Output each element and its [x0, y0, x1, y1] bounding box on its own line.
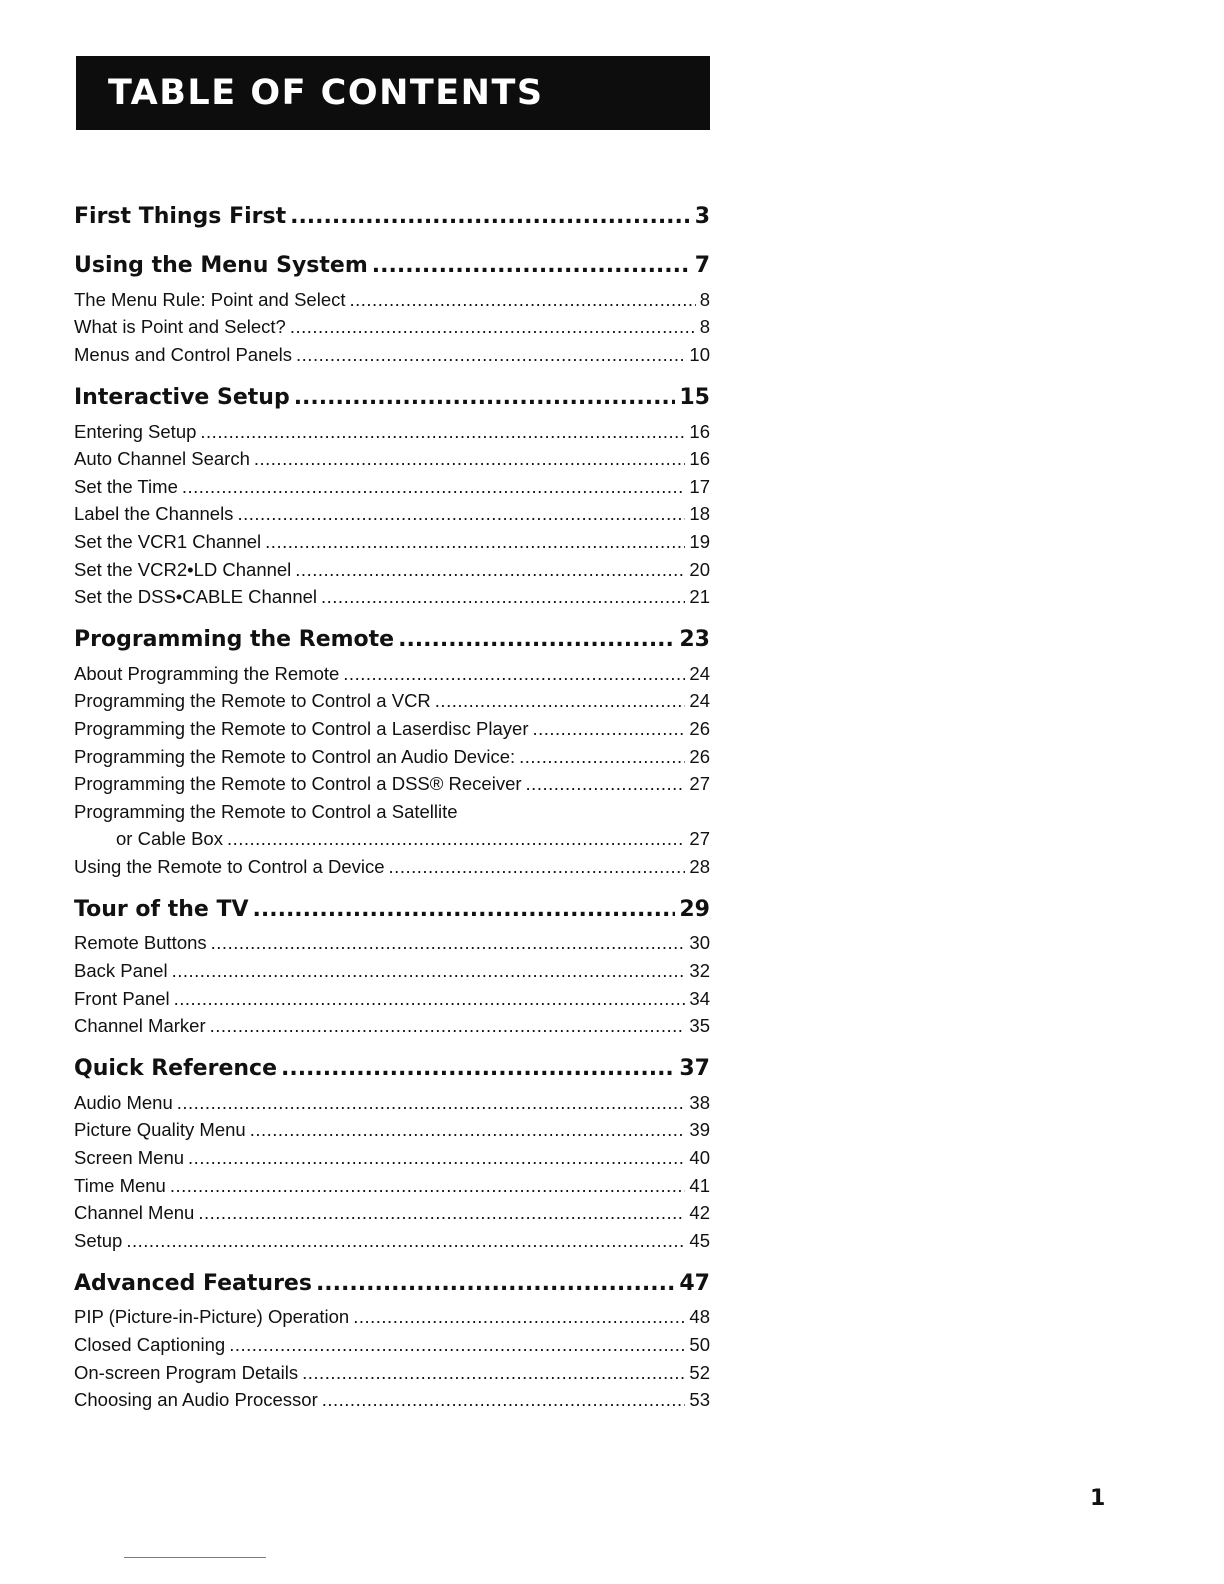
entry-label: Remote Buttons: [74, 932, 207, 954]
entry-page: 34: [689, 987, 710, 1009]
toc-entry-continued: [74, 826, 710, 854]
toc-entry: [74, 341, 710, 369]
dot-leader: [532, 718, 685, 740]
section-page: 3: [694, 204, 710, 229]
toc-entry: [74, 473, 710, 501]
section-page: 15: [679, 384, 710, 410]
toc-entry: [74, 1199, 710, 1227]
dot-leader: [188, 1147, 685, 1169]
section-page: 37: [679, 1056, 710, 1082]
toc-section: [74, 245, 710, 369]
entry-label: Set the Time: [74, 475, 178, 497]
entry-label: About Programming the Remote: [74, 662, 340, 684]
entry-page: 40: [689, 1147, 710, 1169]
entry-page: 10: [689, 343, 710, 365]
entry-label: Screen Menu: [74, 1147, 185, 1169]
dot-leader: [281, 1056, 675, 1081]
toc-section: [74, 377, 710, 611]
entry-label: The Menu Rule: Point and Select: [74, 288, 346, 310]
entry-page: 28: [689, 855, 710, 877]
toc-entry: [74, 1331, 710, 1359]
dot-leader: [435, 690, 686, 712]
section-heading: [74, 196, 710, 237]
dot-leader: [229, 1334, 685, 1356]
entry-page: 16: [689, 448, 710, 470]
dot-leader: [343, 663, 685, 685]
section-title: Using the Menu System: [74, 253, 368, 278]
entry-label: Channel Marker: [74, 1015, 206, 1037]
dot-leader: [265, 531, 685, 553]
toc-entry: [74, 743, 710, 771]
entry-label: PIP (Picture-in-Picture) Operation: [74, 1306, 350, 1328]
entry-page: 24: [689, 662, 710, 684]
entry-label: Programming the Remote to Control a Satellite: [74, 800, 458, 822]
dot-leader: [200, 421, 685, 443]
dot-leader: [210, 1015, 686, 1037]
entry-page: 26: [689, 717, 710, 739]
entry-label: Programming the Remote to Control a Laserdisc Player: [74, 717, 529, 739]
dot-leader: [353, 1306, 685, 1328]
toc-entry: [74, 770, 710, 798]
entry-page: 19: [689, 530, 710, 552]
section-title: Tour of the TV: [74, 896, 249, 922]
dot-leader: [182, 476, 686, 498]
toc-section: [74, 1048, 710, 1255]
entry-label: Set the VCR2•LD Channel: [74, 558, 292, 580]
entry-page: 30: [689, 932, 710, 954]
dot-leader: [227, 828, 685, 850]
dot-leader: [398, 627, 675, 652]
entry-label: Set the DSS•CABLE Channel: [74, 586, 318, 608]
toc-entry: [74, 1117, 710, 1145]
toc-entry: [74, 1359, 710, 1387]
footer-rule: [124, 1557, 266, 1558]
entry-page: 53: [689, 1389, 710, 1411]
entry-label: Channel Menu: [74, 1202, 195, 1224]
toc-section: [74, 619, 710, 881]
entry-label: What is Point and Select?: [74, 316, 286, 338]
dot-leader: [198, 1202, 685, 1224]
dot-leader: [253, 897, 676, 922]
dot-leader: [250, 1119, 686, 1141]
entry-label: Time Menu: [74, 1174, 166, 1196]
dot-leader: [177, 1092, 686, 1114]
entry-label: Back Panel: [74, 960, 168, 982]
section-title: First Things First: [74, 204, 287, 229]
entry-label: Picture Quality Menu: [74, 1119, 246, 1141]
entry-page: 27: [689, 773, 710, 795]
entry-page: 8: [699, 288, 710, 310]
section-heading: [74, 619, 710, 660]
dot-leader: [321, 586, 685, 608]
page-number: 1: [1090, 1486, 1106, 1511]
dot-leader: [174, 988, 686, 1010]
entry-label: Using the Remote to Control a Device: [74, 855, 385, 877]
section-heading: [74, 1048, 710, 1089]
section-page: 29: [679, 896, 710, 922]
dot-leader: [290, 316, 696, 338]
entry-page: 27: [689, 828, 710, 850]
entry-page: 32: [689, 960, 710, 982]
toc-entry: [74, 957, 710, 985]
toc-entry: [74, 1227, 710, 1255]
entry-label: Closed Captioning: [74, 1334, 226, 1356]
entry-page: 38: [689, 1091, 710, 1113]
toc-entry: [74, 1144, 710, 1172]
entry-label: Entering Setup: [74, 420, 197, 442]
toc-section: [74, 196, 710, 237]
dot-leader: [237, 503, 685, 525]
toc-entry: [74, 314, 710, 342]
entry-label: or Cable Box: [116, 828, 223, 850]
entry-label: Menus and Control Panels: [74, 343, 293, 365]
dot-leader: [526, 773, 686, 795]
toc-entry: [74, 1012, 710, 1040]
dot-leader: [126, 1230, 685, 1252]
toc-entry: [74, 286, 710, 314]
entry-label: Front Panel: [74, 987, 170, 1009]
dot-leader: [170, 1175, 686, 1197]
section-title: Interactive Setup: [74, 384, 290, 410]
entry-page: 24: [689, 690, 710, 712]
dot-leader: [302, 1362, 685, 1384]
toc-entry: [74, 1304, 710, 1332]
toc-entry: [74, 688, 710, 716]
toc-entry: [74, 1386, 710, 1414]
dot-leader: [211, 932, 686, 954]
entry-page: 8: [699, 316, 710, 338]
entry-label: Setup: [74, 1229, 123, 1251]
entry-page: 52: [689, 1361, 710, 1383]
entry-label: Programming the Remote to Control a DSS® Receiver: [74, 773, 522, 795]
entry-label: Label the Channels: [74, 503, 234, 525]
entry-page: 45: [689, 1229, 710, 1251]
toc-entry: [74, 985, 710, 1013]
toc-entry: [74, 556, 710, 584]
section-heading: [74, 889, 710, 930]
section-title: Advanced Features: [74, 1270, 312, 1296]
dot-leader: [290, 204, 691, 229]
section-heading: [74, 245, 710, 286]
entry-label: Set the VCR1 Channel: [74, 530, 262, 552]
dot-leader: [350, 289, 696, 311]
entry-page: 42: [689, 1202, 710, 1224]
toc-entry: [74, 501, 710, 529]
entry-page: 41: [689, 1174, 710, 1196]
entry-label: Programming the Remote to Control a VCR: [74, 690, 431, 712]
dot-leader: [519, 746, 685, 768]
dot-leader: [294, 385, 676, 410]
toc-entry: [74, 583, 710, 611]
entry-page: 50: [689, 1334, 710, 1356]
entry-page: 18: [689, 503, 710, 525]
toc-entry: [74, 853, 710, 881]
toc-entry: [74, 1089, 710, 1117]
toc-section: [74, 889, 710, 1040]
title-banner: [76, 56, 710, 130]
entry-page: 26: [689, 745, 710, 767]
page-title: TABLE OF CONTENTS: [108, 73, 544, 113]
entry-label: Programming the Remote to Control an Audio Device:: [74, 745, 516, 767]
section-heading: [74, 377, 710, 418]
section-page: 47: [679, 1270, 710, 1296]
entry-page: 16: [689, 420, 710, 442]
dot-leader: [254, 448, 686, 470]
dot-leader: [316, 1271, 675, 1296]
dot-leader: [322, 1389, 686, 1411]
table-of-contents: [74, 196, 710, 1422]
section-page: 23: [679, 626, 710, 652]
entry-page: 21: [689, 586, 710, 608]
dot-leader: [389, 856, 686, 878]
toc-entry: [74, 528, 710, 556]
entry-page: 39: [689, 1119, 710, 1141]
entry-page: 35: [689, 1015, 710, 1037]
entry-label: On-screen Program Details: [74, 1361, 299, 1383]
dot-leader: [372, 253, 691, 278]
section-page: 7: [694, 253, 710, 278]
toc-entry: [74, 715, 710, 743]
toc-entry: [74, 445, 710, 473]
entry-label: Choosing an Audio Processor: [74, 1389, 318, 1411]
toc-entry-first-line: [74, 798, 710, 826]
toc-entry: [74, 418, 710, 446]
toc-section: [74, 1263, 710, 1414]
entry-label: Auto Channel Search: [74, 448, 250, 470]
toc-entry: [74, 1172, 710, 1200]
toc-entry: [74, 660, 710, 688]
dot-leader: [295, 559, 685, 581]
dot-leader: [172, 960, 686, 982]
toc-entry: [74, 930, 710, 958]
entry-page: 48: [689, 1306, 710, 1328]
section-title: Quick Reference: [74, 1056, 277, 1082]
section-title: Programming the Remote: [74, 626, 395, 652]
section-heading: [74, 1263, 710, 1304]
entry-label: Audio Menu: [74, 1091, 173, 1113]
entry-page: 20: [689, 558, 710, 580]
entry-page: 17: [689, 475, 710, 497]
dot-leader: [296, 344, 685, 366]
